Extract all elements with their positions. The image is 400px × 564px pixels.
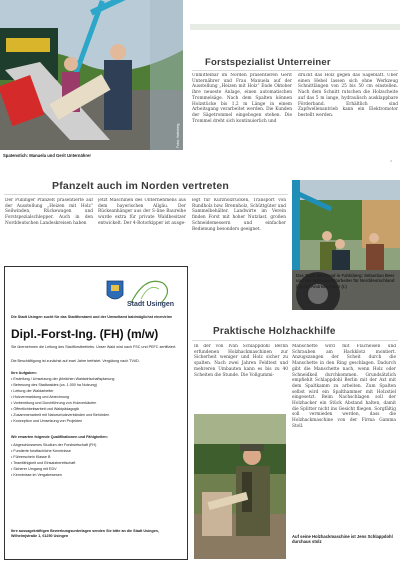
ad-line: • Holzvermarktung und Abrechnung [11,395,181,400]
ad-line: • Erstellung / Umsetzung der jährlichen Waldwirtschaftsplanung [11,377,181,382]
article2-col2: jetzt Maschinen des Unternehmens aus dem bayerischen Allgäu. Der Rückeanhänger aus der S-line Baureihe wurde extra für private Waldbesitzer entwickelt. Der 4-Rotorkipper ist ausge- [98,198,186,226]
article1-headline-rule [192,70,398,71]
stadt-usingen-logo [101,273,183,313]
ad-title: Dipl.-Forst-Ing. (FH) (m/w) [11,327,159,341]
ad-line: • Betreuung des Stadtwaldes (ca. 1.000 ha Nutzung) [11,383,181,388]
right-photo [292,180,400,310]
ad-line: Wir erwarten folgende Qualifikationen und Fähigkeiten: [11,435,108,439]
logo-text: Stadt Usingen [127,301,175,308]
right-photo-caption: Das Team am Stand in Fahlsberg: Sebastian Beer und der Vertriebsmitarbeiter für Norddeutschland (l.) und Andreas Faber (r.) [296,273,395,289]
ad-line: Ihre Aufgaben: [11,371,37,375]
article2-headline: Pfanzelt auch im Norden vertreten [52,180,229,192]
ad-line: • Leitung der Waldarbeiter [11,389,181,394]
article1-headline: Forstspezialist Unterreiner [205,57,331,68]
article3-photo [194,414,286,559]
ad-line: • Konzeption und Umsetzung von Projekten [11,419,181,424]
top-photo-credit: Fotos: Halenberg [176,123,180,148]
ad-line: • Teamfähigkeit und Einsatzbereitschaft [11,461,181,466]
ad-line: Die Beschäftigung ist zunächst auf zwei Jahre befristet. Vergütung nach TVöD. [11,359,140,363]
ad-line: • Kenntnisse im Vergabewesen [11,473,181,478]
article3-headline: Praktische Holzhackhilfe [213,326,336,337]
job-ad [4,266,188,560]
top-photo-caption: Spatenstich: Manuela und Gerit Unternährer [3,153,91,158]
ad-line: Sie übernehmen die Leitung des Stadtforstbetriebs. Unser Wald wird nach FSC und PEFC zertifiziert. [11,345,177,349]
ad-line: Ihre aussagekräftigen Bewerbungsunterlagen senden Sie bitte an die Stadt Usingen, Wilhelmjstraße 1, 61250 Usingen [11,529,159,538]
article1-col1: Unmittelbar im Norden präsentieren Gerit Unternährer und Frau Manuela auf der Ausstellung „Heizen mit Holz“ Ende Oktober ihre neueste Anlage, einen automatischen Trommelsäge. Nach dem Spalten können Holzstücke bis 1,2 m Länge in einem Arbeitsgang verarbeitet werden. Die Kunden der Sägetrommel eingebogen stehen. Die Trommel dreht sich kontinuierlich und [192,73,292,124]
article1-top-rule [190,24,400,30]
article1-col2: drückt das Holz gegen das Sägeblatt. Über einen Hebel lassen sich ohne Werkzeug Schnittlängen von 25 bis 50 cm einstellen. Nach dem Schnitt rutschen die Holzscheite auf das 5 m lange, hydraulisch ausklappbare Förderband. Erhältlich sind Zapfwellenantrieb kann ein Elektromotor bestellt werden. [298,73,398,118]
ad-line: • Führerschein Klasse B [11,455,181,460]
ad-line: • Vorbereitung und Durchführung von Holzverkäufen [11,401,181,406]
article1-end-mark: » [390,158,393,163]
article2-col1: Der Pullinger Pfanzelt präsentierte auf der Ausstellung „Heizen mit Holz“ Seilwinden, Rückewagen und Forstspezialschlepper. Auch in den Norddeutschen Landeskreisen haben [5,198,93,226]
article2-col3: legt für Kurzholzrücken, Transport von Rundholz bzw. Brennholz, Schüttgüter und Sammelbehälter. Landwirte im Verein finden Forst mit hoher Nutzlast, großen Schneidemessern und einfacher Bedienung besonders geeignet. [192,198,286,232]
ad-line: • Zusammenarbeit mit Naturschutzverbänden und Behörden [11,413,181,418]
article3-col2: Manschette wird mit Flacheisen und Schrauben am Hackklotz montiert. Anzugszangen der Scheit durch die Manschette in den Ring geschlagen. Dadurch gibt die Manschette nach, wenn Holz oder Schneidkeil durchkommen. Grundsätzlich empfiehlt Schlappdohl Berlin mit der Axt mit dem Spaltkamm zu arbeiten. Zum Spalten selbst wird ein Spalthammer mit Holzstiel eingesetzt. Beim Nachschlagen soll der Holzhacker ein Stück Abstand halten, damit die Splitter nicht ins Gesicht fliegen. Sorgfältig soll vermieden werden, dass die Holzhackmaschine von der Firma Gamma Stoll. [292,344,396,429]
article3-headline-rule [192,340,398,341]
ad-intro: Die Stadt Usingen sucht für das Stadtforstamt und der Umweltamt baldmöglichst einen/eine [11,315,173,319]
article3-col1: In der von Ivan Schlappdohl Berlin erfundenen Holzhackmaschinen zur Sicherheit weniger und Holz sicher zu spalten. Nach zwei Jahren Feldtest und mehreren Umbauten kann es bis zu 40 Scheiten die Stunde. Die Vollgummi- [194,344,288,378]
ad-line: • Fundierte forstfachliche Kenntnisse [11,449,181,454]
article3-caption: Auf seine Holzhackmaschine ist Jens Schlappdohl durchaus stolz [292,534,393,545]
ad-line: • Öffentlichkeitsarbeit und Waldpädagogik [11,407,181,412]
ad-line: • Abgeschlossenes Studium der Forstwirtschaft (FH) [11,443,181,448]
top-photo [0,0,183,150]
article2-headline-rule [4,194,288,195]
ad-line: • Sicherer Umgang mit EDV [11,467,181,472]
